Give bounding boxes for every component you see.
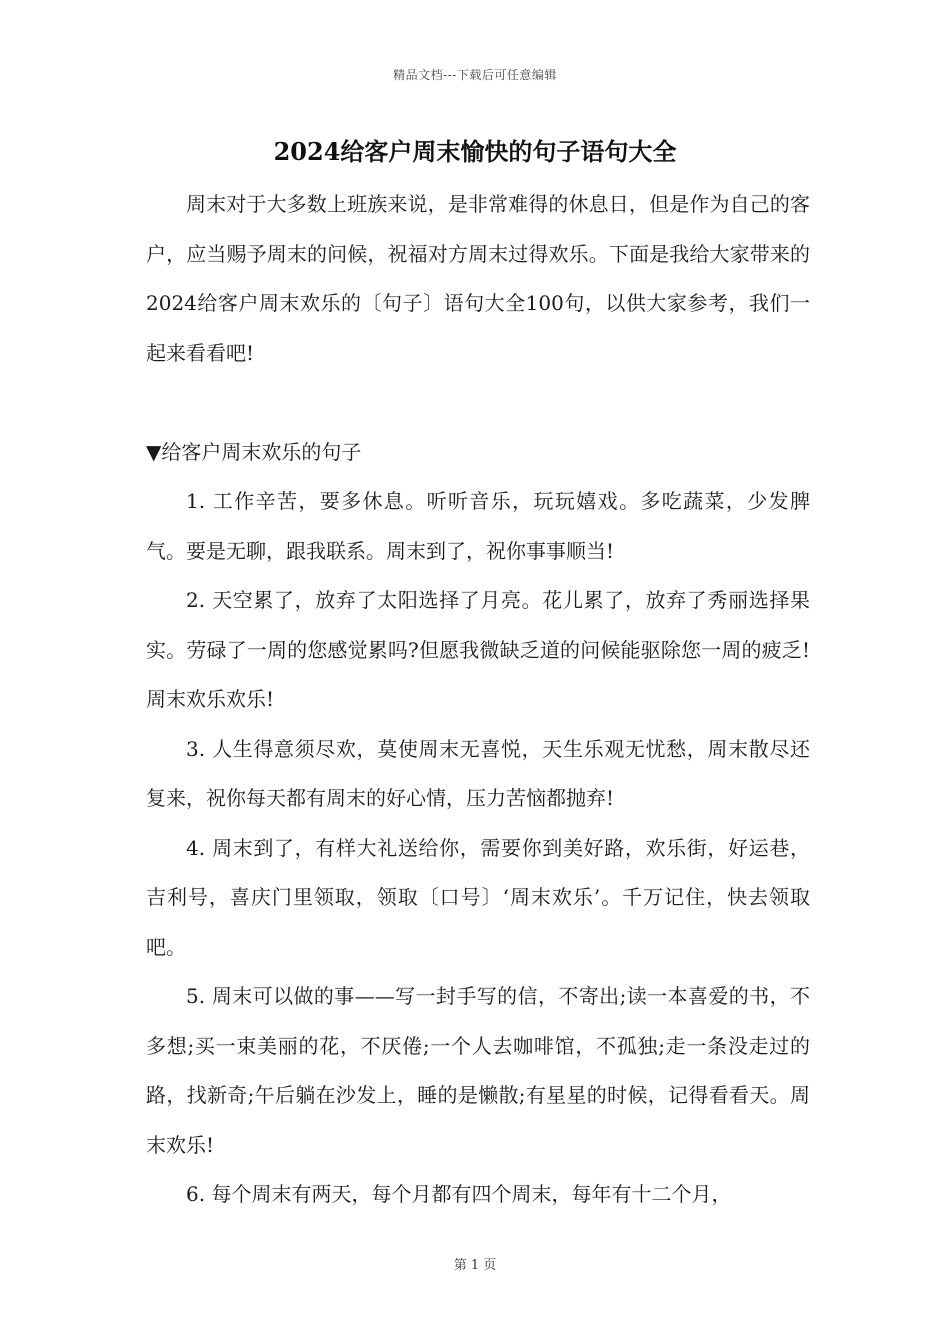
document-title: 2024给客户周末愉快的句子语句大全	[273, 137, 677, 166]
header-note: 精品文档---下载后可任意编辑	[393, 68, 557, 82]
list-item: 3. 人生得意须尽欢，莫使周末无喜悦，天生乐观无忧愁，周末散尽还复来，祝你每天都有周末的好心情，压力苦恼都抛弃!	[146, 736, 810, 810]
list-item: 1. 工作辛苦，要多休息。听听音乐，玩玩嬉戏。多吃蔬菜，少发脾气。要是无聊，跟我联系。周末到了，祝你事事顺当!	[146, 489, 810, 563]
list-item: 5. 周末可以做的事——写一封手写的信，不寄出;读一本喜爱的书，不多想;买一束美丽的花，不厌倦;一个人去咖啡馆，不孤独;走一条没走过的路，找新奇;午后躺在沙发上，睡的是懒散;有星星的时候，记得看看天。周末欢乐!	[146, 984, 810, 1157]
list-item: 4. 周末到了，有样大礼送给你，需要你到美好路，欢乐街，好运巷，吉利号，喜庆门里领取，领取〔口号〕‘周末欢乐’。千万记住，快去领取吧。	[146, 835, 810, 959]
page-number: 第 1 页	[453, 1258, 497, 1273]
section-heading: ▼给客户周末欢乐的句子	[146, 439, 362, 464]
list-item: 6. 每个周末有两天，每个月都有四个周末，每年有十二个月，	[186, 1182, 732, 1206]
document-body	[146, 180, 810, 1220]
list-item: 2. 天空累了，放弃了太阳选择了月亮。花儿累了，放弃了秀丽选择果实。劳碌了一周的您感觉累吗?但愿我微缺乏道的问候能驱除您一周的疲乏!周末欢乐欢乐!	[146, 588, 810, 711]
intro-paragraph: 周末对于大多数上班族来说，是非常难得的休息日，但是作为自己的客户，应当赐予周末的问候，祝福对方周末过得欢乐。下面是我给大家带来的2024给客户周末欢乐的〔句子〕语句大全100句，以供大家参考，我们一起来看看吧!	[146, 192, 810, 365]
